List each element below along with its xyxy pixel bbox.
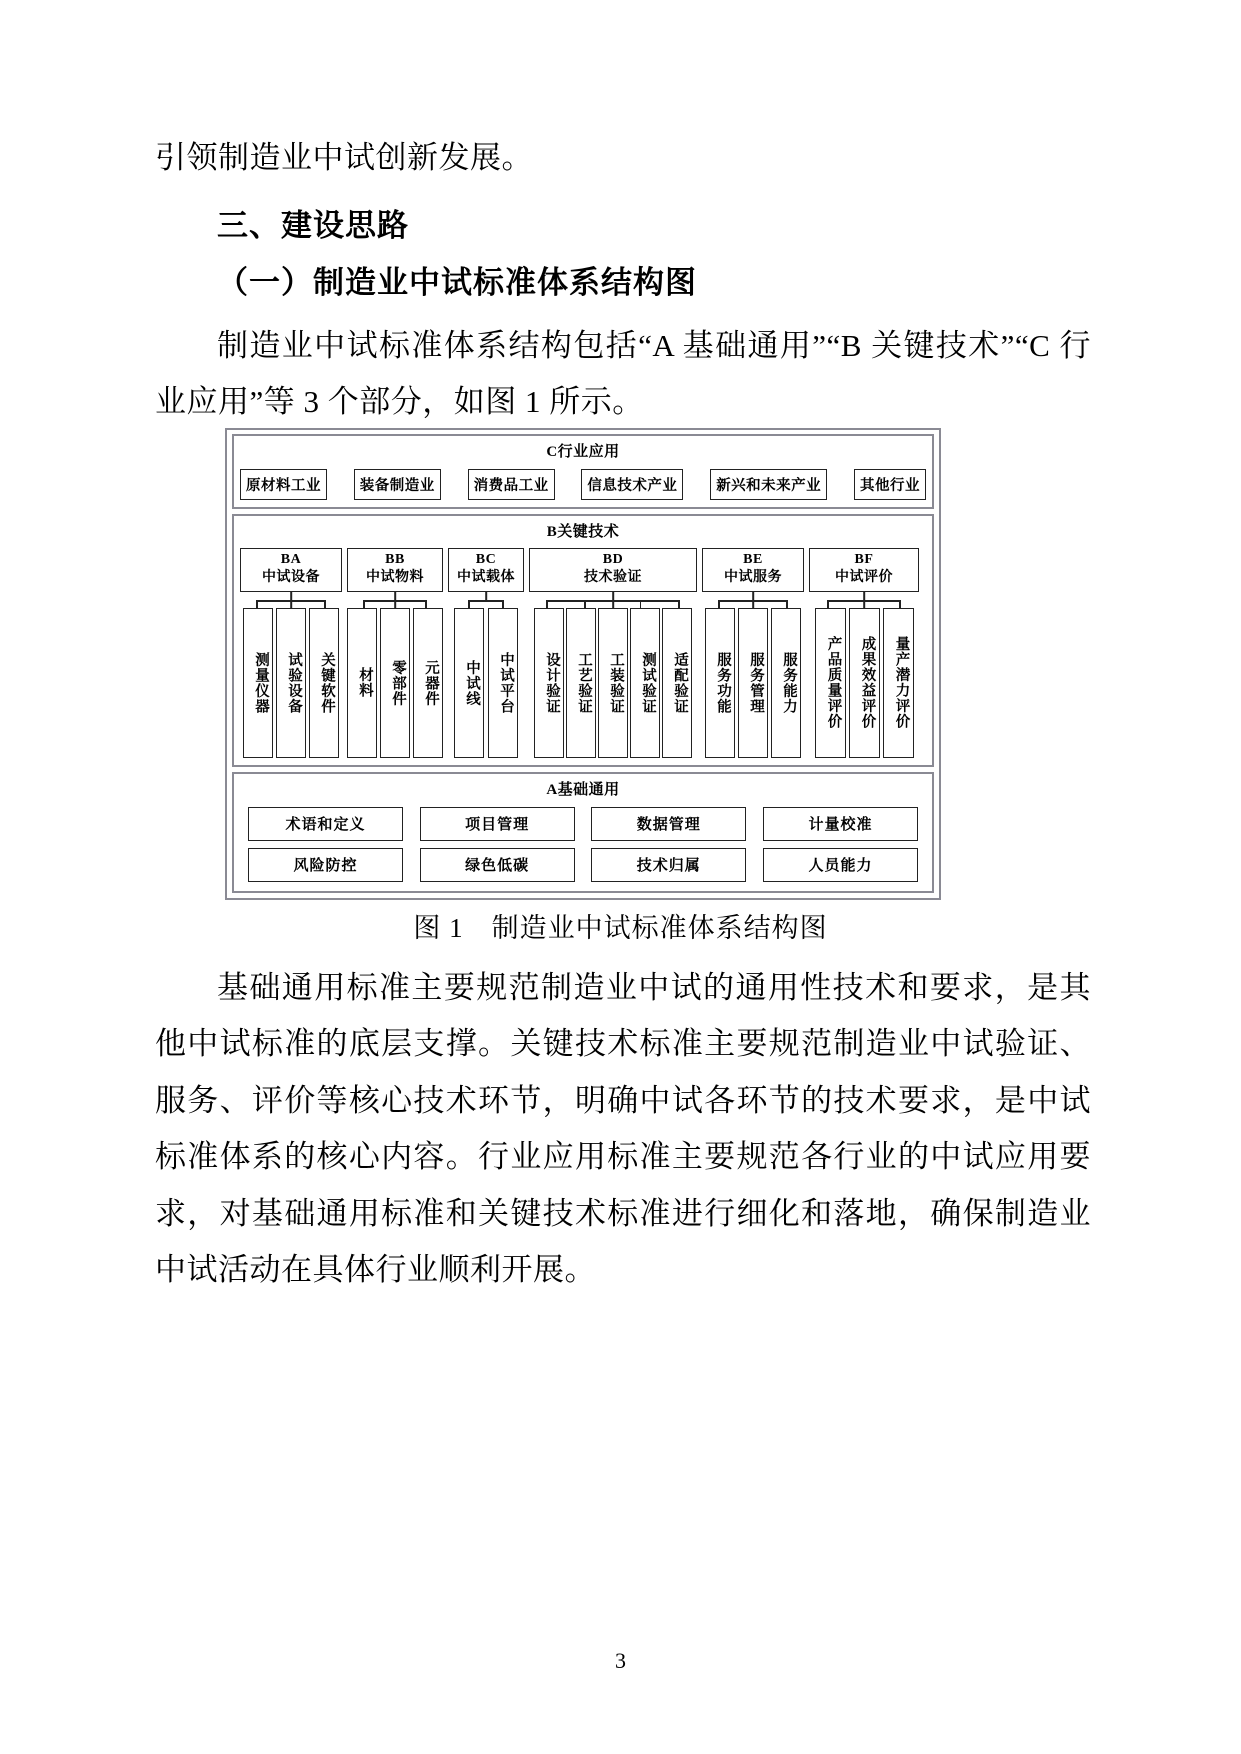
b-group-bb-head: [347, 548, 443, 592]
subsection-heading: （一）制造业中试标准体系结构图: [217, 265, 697, 300]
b-group-ba-head: [240, 548, 342, 592]
a-item-r1-0: 术语和定义: [248, 807, 403, 841]
bf-leaf-1: 成果效益评价: [849, 608, 880, 758]
b-group-bf-leaves: [809, 608, 919, 758]
band-a-row-1: [248, 807, 918, 841]
b-group-be-code: BE: [743, 552, 763, 567]
b-group-bc-head: [448, 548, 524, 592]
b-group-bb-leaves: [347, 608, 443, 758]
paragraph-after-text: 基础通用标准主要规范制造业中试的通用性技术和要求，是其他中试标准的底层支撑。关键技术标准主要规范制造业中试验证、服务、评价等核心技术环节，明确中试各环节的技术要求，是中试标准体系的核心内容。行业应用标准主要规范各行业的中试应用要求，对基础通用标准和关键技术标准进行细化和落地，确保制造业中试活动在具体行业顺利开展。: [155, 970, 1091, 1288]
figure-caption: 图 1 制造业中试标准体系结构图: [413, 913, 828, 943]
b-group-bb: [347, 548, 443, 758]
b-group-bb-connector: [347, 592, 443, 608]
b-group-be-connector: [702, 592, 804, 608]
bd-leaf-2: 工装验证: [598, 608, 628, 758]
bd-leaf-0: 设计验证: [534, 608, 564, 758]
bb-leaf-0: 材料: [347, 608, 377, 758]
a-item-r2-0: 风险防控: [248, 848, 403, 882]
b-group-bf: [809, 548, 919, 758]
bd-leaf-4: 适配验证: [662, 608, 692, 758]
bf-leaf-2: 量产潜力评价: [883, 608, 914, 758]
a-item-r2-3: 人员能力: [763, 848, 918, 882]
b-group-bd-code: BD: [602, 552, 624, 567]
b-group-bc-connector: [448, 592, 524, 608]
band-b-key-technology: [232, 514, 934, 767]
a-item-r2-1: 绿色低碳: [420, 848, 575, 882]
paragraph-top: 引领制造业中试创新发展。: [155, 140, 533, 175]
be-leaf-0: 服务功能: [705, 608, 735, 758]
a-item-r1-1: 项目管理: [420, 807, 575, 841]
b-group-bb-name: 中试物料: [366, 570, 424, 586]
b-group-bd-leaves: [529, 608, 697, 758]
b-group-ba-name: 中试设备: [262, 570, 320, 586]
c-item-1: 装备制造业: [354, 469, 441, 500]
b-group-bd-name: 技术验证: [584, 570, 642, 586]
b-group-bd: [529, 548, 697, 758]
b-group-bd-head: [529, 548, 697, 592]
b-group-bf-head: [809, 548, 919, 592]
c-item-5: 其他行业: [854, 469, 926, 500]
paragraph-intro-text: 制造业中试标准体系结构包括“A 基础通用”“B 关键技术”“C 行业应用”等 3 个部分，如图 1 所示。: [155, 328, 1091, 420]
band-a-basic-general: [232, 772, 934, 894]
b-group-ba-code: BA: [280, 552, 302, 567]
bb-leaf-1: 零部件: [380, 608, 410, 758]
b-group-be: [702, 548, 804, 758]
bf-leaf-0: 产品质量评价: [815, 608, 846, 758]
b-group-be-leaves: [702, 608, 804, 758]
page-number: 3: [615, 1648, 626, 1673]
b-group-ba-leaves: [240, 608, 342, 758]
b-group-ba-connector: [240, 592, 342, 608]
ba-leaf-1: 试验设备: [276, 608, 306, 758]
band-a-grid: [240, 806, 926, 884]
be-leaf-1: 服务管理: [738, 608, 768, 758]
b-group-bc: [448, 548, 524, 758]
b-group-be-head: [702, 548, 804, 592]
band-c-industry-application: [232, 434, 934, 509]
paragraph-intro: [155, 318, 1091, 431]
band-a-row-2: [248, 848, 918, 882]
c-item-4: 新兴和未来产业: [710, 469, 827, 500]
bc-leaf-1: 中试平台: [488, 608, 518, 758]
b-group-bc-leaves: [448, 608, 524, 758]
ba-leaf-0: 测量仪器: [243, 608, 273, 758]
figure-standard-system-diagram: [225, 428, 941, 900]
band-c-items: [240, 469, 926, 500]
band-b-groups: [240, 548, 926, 758]
bd-leaf-3: 测试验证: [630, 608, 660, 758]
bb-leaf-2: 元器件: [413, 608, 443, 758]
c-item-3: 信息技术产业: [581, 469, 683, 500]
bc-leaf-0: 中试线: [454, 608, 484, 758]
be-leaf-2: 服务能力: [771, 608, 801, 758]
b-group-be-name: 中试服务: [724, 570, 782, 586]
band-c-title: C行业应用: [546, 444, 620, 460]
ba-leaf-2: 关键软件: [309, 608, 339, 758]
c-item-2: 消费品工业: [468, 469, 555, 500]
section-heading: 三、建设思路: [217, 208, 409, 243]
bd-leaf-1: 工艺验证: [566, 608, 596, 758]
b-group-bd-connector: [529, 592, 697, 608]
paragraph-after: [155, 960, 1091, 1298]
b-group-bc-name: 中试载体: [457, 570, 515, 586]
b-group-bb-code: BB: [385, 552, 405, 567]
b-group-ba: [240, 548, 342, 758]
c-item-0: 原材料工业: [240, 469, 327, 500]
band-a-title: A基础通用: [546, 781, 620, 798]
b-group-bf-connector: [809, 592, 919, 608]
a-item-r2-2: 技术归属: [591, 848, 746, 882]
band-b-title: B关键技术: [546, 523, 620, 540]
b-group-bc-code: BC: [475, 552, 497, 567]
a-item-r1-2: 数据管理: [591, 807, 746, 841]
b-group-bf-code: BF: [854, 552, 874, 567]
a-item-r1-3: 计量校准: [763, 807, 918, 841]
b-group-bf-name: 中试评价: [835, 570, 893, 586]
